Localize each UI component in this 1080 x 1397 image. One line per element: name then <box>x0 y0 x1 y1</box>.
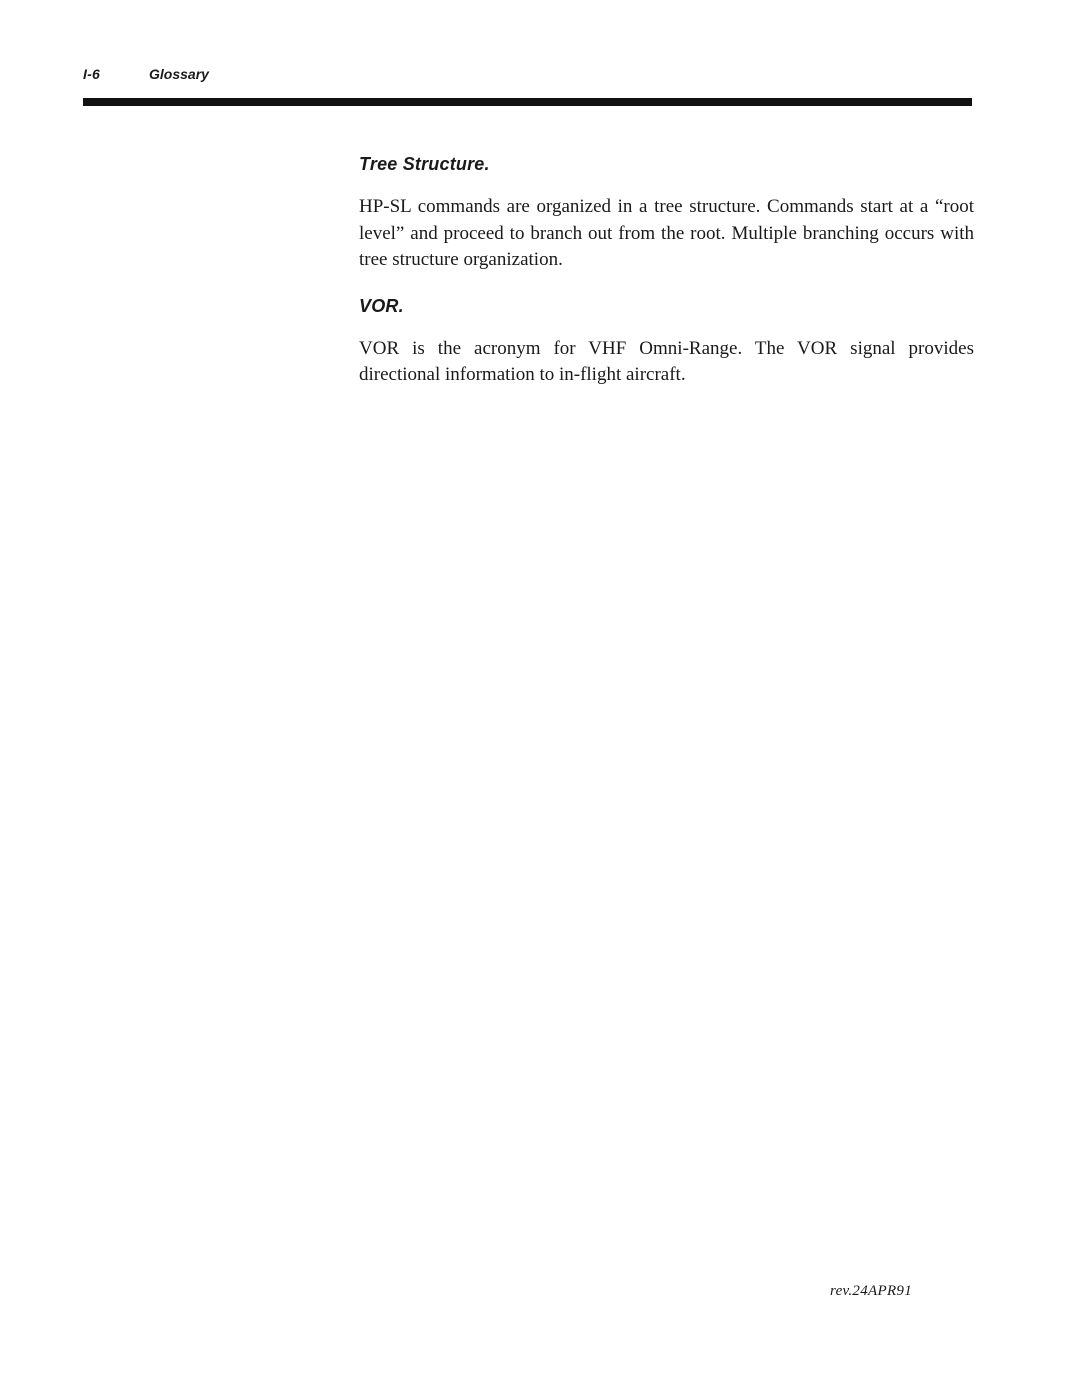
section-title: Glossary <box>149 66 209 82</box>
entry-definition: VOR is the acronym for VHF Omni-Range. The VOR signal provides directional information to in-flight aircraft. <box>359 337 974 385</box>
entry-term: VOR. <box>359 295 404 316</box>
revision-footer: rev.24APR91 <box>830 1283 913 1299</box>
header-rule <box>83 98 972 106</box>
glossary-content <box>359 154 974 411</box>
entry-term: Tree Structure. <box>359 154 490 174</box>
glossary-entry-vor <box>359 296 974 389</box>
glossary-entry-tree-structure <box>359 154 974 274</box>
page-number: I-6 <box>83 66 100 82</box>
entry-definition: HP-SL commands are organized in a tree structure. Commands start at a “root level” and proceed to branch out from the root. Multiple branching occurs with tree structure organization. <box>359 196 974 270</box>
